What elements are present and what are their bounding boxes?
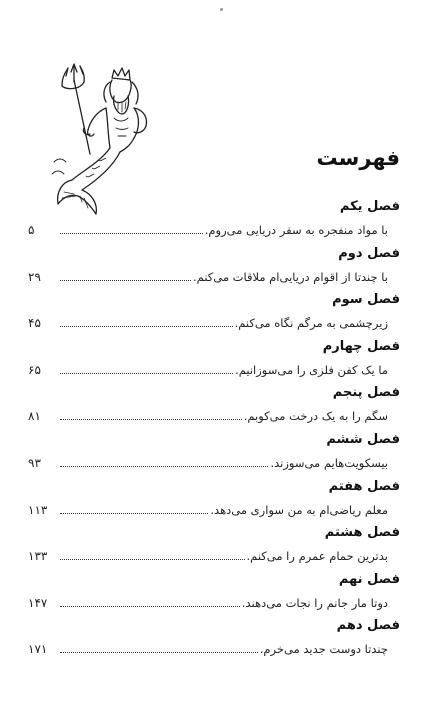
dot-leader <box>60 512 208 514</box>
chapter-line <box>28 639 400 659</box>
page-speck <box>220 8 223 11</box>
chapter-line <box>28 593 400 613</box>
chapter-line <box>28 406 400 426</box>
chapter-line <box>28 546 400 566</box>
page-number: ۲۹ <box>28 269 41 284</box>
chapter-description: معلم ریاضی‌ام به من سواری می‌دهد. <box>210 502 388 517</box>
chapter-line <box>28 267 400 287</box>
toc-entry[interactable] <box>28 384 400 431</box>
chapter-line <box>28 500 400 520</box>
toc-title: فهرست <box>316 146 400 170</box>
chapter-line <box>28 313 400 333</box>
chapter-heading: فصل هشتم <box>324 525 400 541</box>
page-number: ۶۵ <box>28 362 41 377</box>
page-number: ۹۳ <box>28 455 41 470</box>
dot-leader <box>60 232 203 234</box>
chapter-description: با مواد منفجره به سفر دریایی می‌روم. <box>204 223 388 237</box>
dot-leader <box>60 279 191 281</box>
page-number: ۸۱ <box>28 409 41 424</box>
chapter-description: سگم را به یک درخت می‌کوبم. <box>243 409 388 424</box>
dot-leader <box>60 325 233 327</box>
page-number: ۴۵ <box>28 316 41 331</box>
chapter-line <box>28 360 400 380</box>
toc-entry[interactable] <box>28 478 400 525</box>
chapter-description: بیسکویت‌هایم می‌سوزند. <box>270 455 388 470</box>
page-number: ۱۳۳ <box>28 549 48 564</box>
dot-leader <box>60 465 268 467</box>
chapter-line <box>28 453 400 473</box>
chapter-description: بدترین حمام عمرم را می‌کنم. <box>246 549 388 564</box>
toc-entry[interactable] <box>28 524 400 571</box>
page-number: ۱۷۱ <box>28 642 48 657</box>
page-number: ۱۴۷ <box>28 595 48 610</box>
toc-entry[interactable] <box>28 431 400 478</box>
chapter-heading: فصل دهم <box>336 618 400 634</box>
page-number: ۵ <box>28 223 35 237</box>
toc-entry[interactable] <box>28 571 400 618</box>
chapter-heading: فصل سوم <box>332 292 400 308</box>
chapter-description: ما یک کفن فلزی را می‌سوزانیم. <box>235 362 388 377</box>
chapter-heading: فصل دوم <box>338 245 400 261</box>
chapter-heading: فصل هفتم <box>328 478 400 494</box>
dot-leader <box>60 418 242 420</box>
chapter-heading: فصل چهارم <box>322 338 400 354</box>
chapter-heading: فصل ششم <box>326 431 400 447</box>
chapter-heading: فصل یکم <box>339 199 400 214</box>
chapter-line <box>28 220 400 240</box>
chapter-description: با چندتا از اقوام دریایی‌ام ملاقات می‌کنم. <box>193 269 388 284</box>
toc-entry[interactable] <box>28 617 400 664</box>
chapter-description: زیرچشمی به مرگم نگاه می‌کنم. <box>234 316 388 331</box>
toc-entry[interactable] <box>28 291 400 338</box>
chapter-heading: فصل پنجم <box>332 385 400 401</box>
chapter-heading: فصل نهم <box>338 571 400 587</box>
table-of-contents <box>28 198 400 664</box>
dot-leader <box>60 605 240 607</box>
toc-entry[interactable] <box>28 338 400 385</box>
dot-leader <box>60 651 258 653</box>
toc-entry[interactable] <box>28 198 400 245</box>
toc-entry[interactable] <box>28 245 400 292</box>
dot-leader <box>60 558 245 560</box>
chapter-description: دوتا مار جانم را نجات می‌دهند. <box>241 595 388 610</box>
chapter-description: چندتا دوست جدید می‌خرم. <box>259 642 388 657</box>
dot-leader <box>60 372 233 374</box>
page-number: ۱۱۳ <box>28 502 48 517</box>
